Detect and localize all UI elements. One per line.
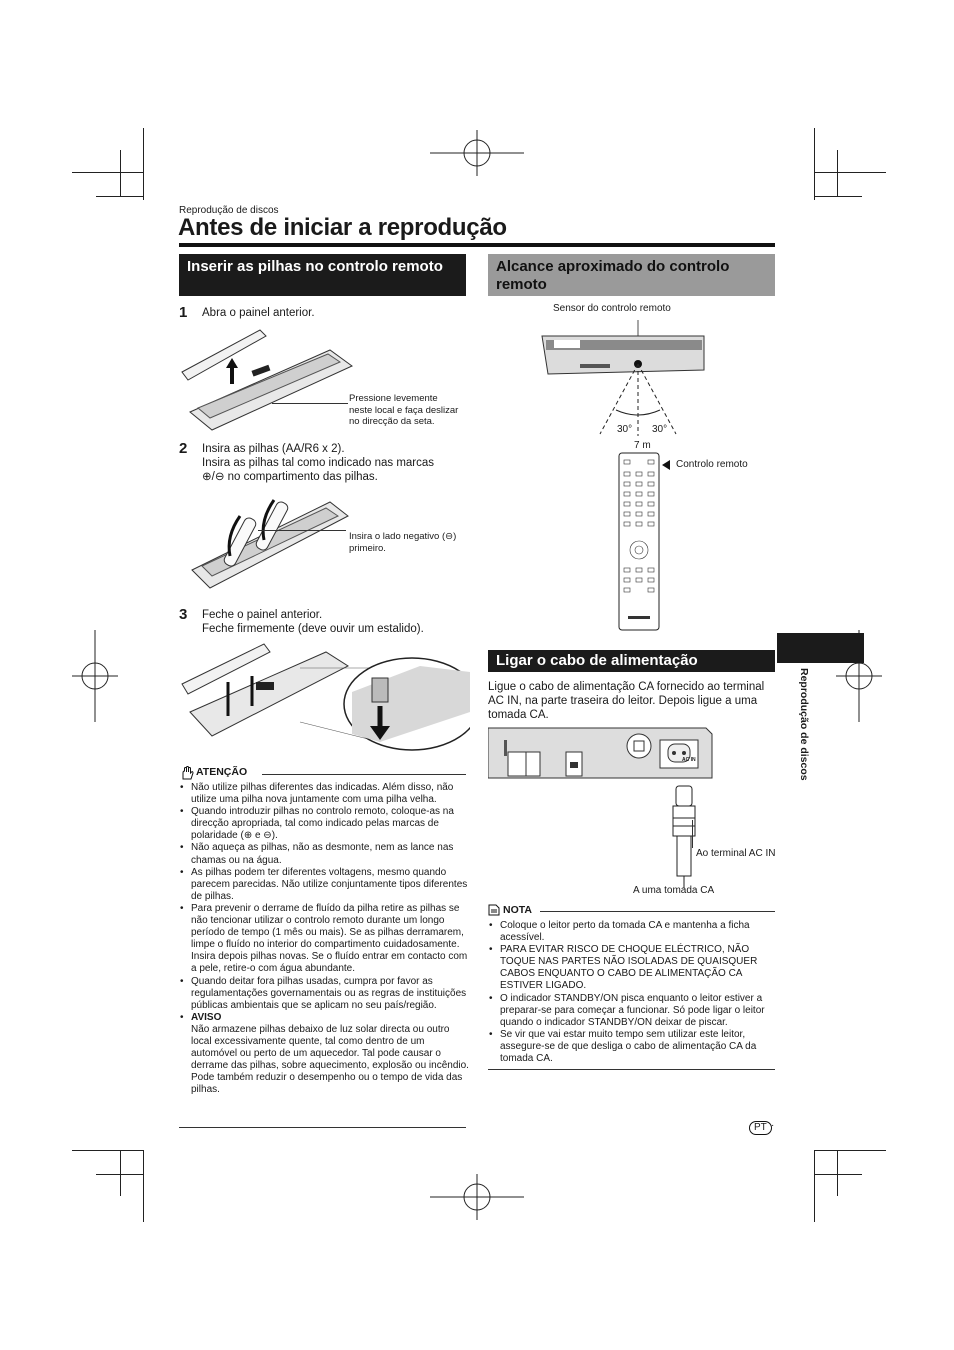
callout-line-press bbox=[272, 403, 348, 404]
caution-item: • Não aqueça as pilhas, não as desmonte, nem as lance nas chamas ou na água. bbox=[191, 842, 469, 866]
language-badge: PT bbox=[749, 1121, 772, 1135]
caution-rule bbox=[262, 774, 466, 775]
angle-right: 30° bbox=[652, 424, 668, 435]
caution-title: ATENÇÃO bbox=[196, 766, 248, 778]
battery-insert-illustration bbox=[190, 486, 350, 598]
left-bottom-rule bbox=[179, 1127, 466, 1128]
registration-mark-top bbox=[430, 130, 524, 176]
step-2-number: 2 bbox=[179, 440, 188, 457]
step-2-text: Insira as pilhas (AA/R6 x 2). Insira as pilhas tal como indicado nas marcas ⊕/⊖ no compartimento das pilhas. bbox=[202, 443, 435, 483]
callout-press: Pressione levemente neste local e faça deslizar no direcção da seta. bbox=[349, 393, 459, 427]
distance-label: 7 m bbox=[634, 440, 651, 451]
note-list bbox=[488, 920, 773, 1065]
page-title: Antes de iniciar a reprodução bbox=[178, 214, 507, 241]
step-3-number: 3 bbox=[179, 606, 188, 623]
callout-line-ac bbox=[692, 820, 693, 848]
note-rule bbox=[540, 911, 775, 912]
caution-item: • As pilhas podem ter diferentes voltagens, mesmo quando parecem parecidas. Não utilize conjuntamente tipos diferentes de pilhas. bbox=[191, 867, 469, 903]
callout-negative: Insira o lado negativo (⊖) primeiro. bbox=[349, 531, 457, 554]
caution-item: • Quando deitar fora pilhas usadas, cumpra por favor as regulamentações governamentais ou as regras de instituições públicas ambientais que se aplicam no seu país/região. bbox=[191, 976, 469, 1012]
note-icon bbox=[488, 904, 500, 916]
power-text: Ligue o cabo de alimentação CA fornecido ao terminal AC IN, na parte traseira do leitor. Depois ligue a uma tomada CA. bbox=[488, 681, 765, 721]
caution-aviso: • AVISO Não armazene pilhas debaixo de luz solar directa ou outro local excessivamente quente, tal como dentro de um automóvel ou perto de um aquecedor. Tal pode causar o derrame das pilhas, sobre aquecimento, explosão ou incêndio. Pode também reduzir o desempenho ou o tempo de vida das pilhas. bbox=[191, 1012, 469, 1097]
power-cord-illustration bbox=[665, 780, 705, 890]
registration-mark-left bbox=[72, 630, 118, 722]
rear-panel-illustration bbox=[488, 726, 713, 780]
step-3-text: Feche o painel anterior. Feche firmemente (deve ouvir um estalido). bbox=[202, 609, 424, 635]
side-tab: Reprodução de discos bbox=[798, 668, 810, 781]
step-1-number: 1 bbox=[179, 304, 188, 321]
registration-mark-bottom bbox=[430, 1174, 524, 1220]
note-title: NOTA bbox=[503, 904, 532, 916]
remote-label: Controlo remoto bbox=[676, 459, 748, 470]
title-rule bbox=[179, 243, 775, 247]
callout-line-negative bbox=[258, 530, 346, 531]
outlet-label: A uma tomada CA bbox=[633, 885, 715, 896]
player-range-diagram bbox=[540, 318, 710, 438]
caution-item: • Para prevenir o derrame de fluído da pilha retire as pilhas se não tencionar utilizar o controlo remoto durante um longo período de tempo (1 mês ou mais). Se as pilhas derramarem, limpe o fluído no interior do compartimento cuidadosamente. Insira depois pilhas novas. Se o fluído entrar em contacto com a pele, retire-o com água abundante. bbox=[191, 903, 469, 976]
caution-hand-icon bbox=[180, 766, 194, 780]
panel-ac-in-text: AC IN bbox=[682, 757, 696, 763]
sensor-label: Sensor do controlo remoto bbox=[553, 303, 671, 314]
section-title-power: Ligar o cabo de alimentação bbox=[488, 650, 775, 672]
remote-control-illustration bbox=[618, 452, 660, 632]
note-item: • Se vir que vai estar muito tempo sem utilizar este leitor, assegure-se de que desliga o cabo de alimentação CA da tomada CA. bbox=[500, 1029, 773, 1065]
section-title-range: Alcance aproximado do controlo remoto bbox=[488, 254, 775, 296]
breadcrumb: Reprodução de discos bbox=[179, 205, 279, 216]
note-item: • O indicador STANDBY/ON pisca enquanto o leitor estiver a preparar-se para começar a funcionar. Só pode ligar o leitor quando o indicador STANDBY/ON deixar de piscar. bbox=[500, 993, 773, 1029]
step-1-text: Abra o painel anterior. bbox=[202, 307, 315, 319]
note-item: • Coloque o leitor perto da tomada CA e mantenha a ficha acessível. bbox=[500, 920, 773, 944]
remote-open-illustration bbox=[180, 322, 355, 432]
remote-close-illustration bbox=[180, 642, 470, 752]
note-item: • PARA EVITAR RISCO DE CHOQUE ELÉCTRICO, NÃO TOQUE NAS PARTES NÃO ISOLADAS DE QUAISQUER CABOS ENQUANTO O CABO DE ALIMENTAÇÃO CA ESTIVER LIGADO. bbox=[500, 944, 773, 992]
side-tab-block bbox=[777, 633, 864, 663]
right-bottom-rule bbox=[488, 1069, 775, 1070]
page-number: · bbox=[771, 1120, 775, 1131]
caution-item: • Quando introduzir pilhas no controlo remoto, coloque-as na direcção apropriada, tal como indicado pelas marcas de polaridade (⊕ e ⊖). bbox=[191, 806, 469, 842]
caution-item: • Não utilize pilhas diferentes das indicadas. Além disso, não utilize uma pilha nova juntamente com uma pilha velha. bbox=[191, 782, 469, 806]
pointer-arrow-icon bbox=[662, 460, 670, 470]
caution-list bbox=[179, 782, 469, 1096]
ac-terminal-label: Ao terminal AC IN bbox=[696, 848, 776, 859]
section-title-batteries: Inserir as pilhas no controlo remoto bbox=[179, 254, 466, 296]
angle-left: 30° bbox=[617, 424, 633, 435]
